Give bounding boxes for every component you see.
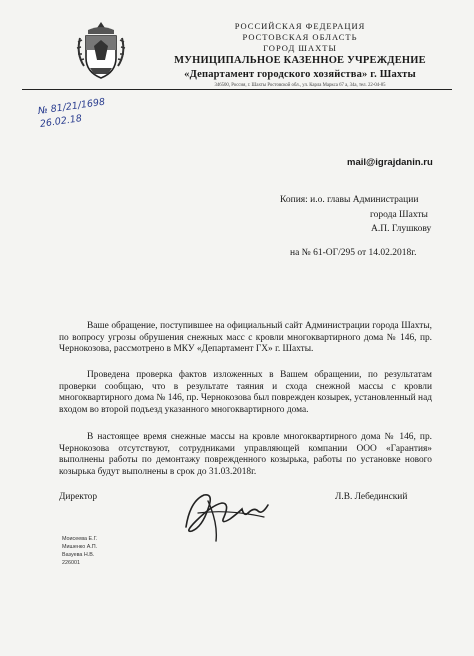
signature-title: Директор [59, 492, 98, 502]
executor-line-1: Моисеева Е.Г. [62, 536, 98, 542]
header-city: ГОРОД ШАХТЫ [263, 43, 337, 53]
header-country: РОССИЙСКАЯ ФЕДЕРАЦИЯ [234, 21, 366, 31]
copy-line-3: А.П. Глушкову [371, 224, 432, 234]
body-paragraph-1-text: Ваше обращение, поступившее на официальный сайт Администрации города Шахты, по вопросу угрозы обрушения снежных масс с кровли многоквартирного дома № 146, пр. Чернокозова, рассмотрено в МКУ «Департамент ГХ» г. Шахты. [59, 321, 432, 355]
executor-phone: 226001 [62, 560, 80, 566]
executor-line-3: Вазуева Н.В. [62, 552, 95, 558]
handwritten-reg-date: 26.02.18 [39, 113, 83, 130]
signatory-name: Л.В. Лебединский [335, 492, 408, 502]
body-paragraph-3 [59, 432, 432, 478]
coat-of-arms-emblem [74, 20, 128, 80]
body-paragraph-2 [59, 370, 432, 416]
body-paragraph-2-text: Проведена проверка фактов изложенных в Вашем обращении, по результатам проверки сообщаю, что в результате таяния и схода снежной массы с кровли многоквартирного дома № 146, пр. Чернокозова был поврежден козырек, установленный над входом во второй подъезд указанного многоквартирного дома. [59, 370, 432, 415]
copy-line-1: Копия: и.о. главы Администрации [280, 195, 419, 205]
body-paragraph-3-text: В настоящее время снежные массы на кровле многоквартирного дома № 146, пр. Чернокозова отсутствуют, сотрудниками управляющей компании ООО «Гарантия» выполнены работы по демонтажу поврежденного козырька, работы по установке нового козырька будут выполнены в срок до 31.03.2018г. [59, 432, 432, 477]
header-department: «Департамент городского хозяйства» г. Шахты [184, 69, 416, 80]
header-address: 346500, Россия, г. Шахты Ростовской обл., ул. Карла Маркса 67 а, 34а, тел. 22-04-85 [214, 83, 386, 88]
executor-line-2: Мишенко А.П. [62, 544, 98, 550]
handwritten-reg-number: № 81/21/1698 [37, 96, 106, 117]
recipient-email: mail@igrajdanin.ru [347, 157, 433, 168]
copy-line-2: города Шахты [370, 210, 428, 220]
header-divider [22, 89, 452, 90]
reference-number: на № 61-ОГ/295 от 14.02.2018г. [290, 248, 417, 258]
header-institution: МУНИЦИПАЛЬНОЕ КАЗЕННОЕ УЧРЕЖДЕНИЕ [174, 55, 426, 66]
body-paragraph-1 [59, 321, 432, 356]
header-region: РОСТОВСКАЯ ОБЛАСТЬ [242, 32, 358, 42]
handwritten-signature [178, 483, 278, 543]
